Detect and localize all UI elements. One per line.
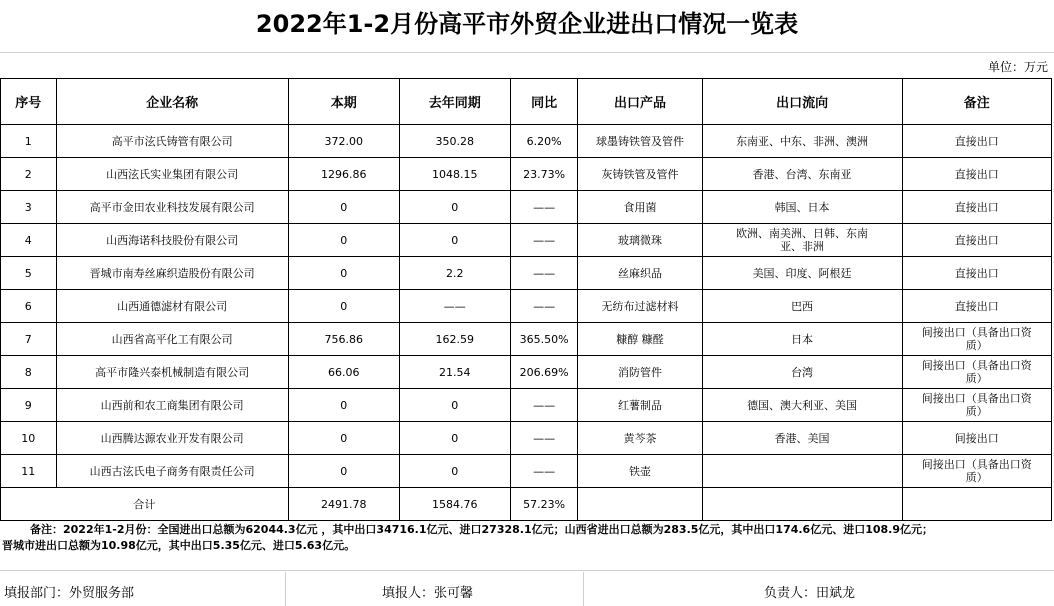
total-label: 合计: [1, 488, 289, 521]
cell-seq: 4: [1, 224, 57, 257]
cell-destination: 巴西: [702, 290, 902, 323]
cell-company: 高平市泫氏铸管有限公司: [56, 125, 288, 158]
cell-last-year: 0: [399, 191, 510, 224]
table-row: [1, 422, 1052, 455]
cell-seq: 10: [1, 422, 57, 455]
cell-last-year: ——: [399, 290, 510, 323]
cell-company: 山西古泫氏电子商务有限责任公司: [56, 455, 288, 488]
cell-current: 0: [288, 455, 399, 488]
cell-destination: 日本: [702, 323, 902, 356]
cell-company: 山西通德滤材有限公司: [56, 290, 288, 323]
page-title: 2022年1-2月份高平市外贸企业进出口情况一览表: [255, 10, 799, 38]
cell-destination: 香港、台湾、东南亚: [702, 158, 902, 191]
cell-remarks: 直接出口: [902, 290, 1051, 323]
cell-yoy: ——: [510, 224, 578, 257]
cell-remarks: 直接出口: [902, 191, 1051, 224]
total-current: 2491.78: [288, 488, 399, 521]
total-last-year: 1584.76: [399, 488, 510, 521]
table-row: [1, 389, 1052, 422]
cell-remarks: 直接出口: [902, 224, 1051, 257]
table-row: [1, 356, 1052, 389]
cell-products: 丝麻织品: [578, 257, 702, 290]
footer-leader: 负责人：田斌龙: [764, 586, 856, 601]
cell-destination: 德国、澳大利亚、美国: [702, 389, 902, 422]
cell-remarks: 间接出口（具备出口资质）: [902, 455, 1051, 488]
cell-current: 66.06: [288, 356, 399, 389]
cell-current: 756.86: [288, 323, 399, 356]
cell-products: 糠醇 糠醛: [578, 323, 702, 356]
header-last-year: 去年同期: [399, 79, 510, 125]
cell-current: 0: [288, 422, 399, 455]
cell-remarks: 间接出口（具备出口资质）: [902, 356, 1051, 389]
total-row: [1, 488, 1052, 521]
table-row: [1, 290, 1052, 323]
trade-table: [0, 78, 1052, 521]
cell-seq: 1: [1, 125, 57, 158]
cell-products: 铁壶: [578, 455, 702, 488]
footer-dept: 填报部门：外贸服务部: [4, 586, 135, 601]
cell-current: 0: [288, 257, 399, 290]
cell-products: 灰铸铁管及管件: [578, 158, 702, 191]
cell-seq: 9: [1, 389, 57, 422]
cell-yoy: ——: [510, 455, 578, 488]
cell-yoy: ——: [510, 389, 578, 422]
header-remarks: 备注: [902, 79, 1051, 125]
footer-divider: [0, 570, 1054, 571]
cell-company: 山西海诺科技股份有限公司: [56, 224, 288, 257]
cell-destination: 东南亚、中东、非洲、澳洲: [702, 125, 902, 158]
cell-products: 黄芩茶: [578, 422, 702, 455]
cell-destination: 美国、印度、阿根廷: [702, 257, 902, 290]
cell-destination: 韩国、日本: [702, 191, 902, 224]
cell-company: 山西泫氏实业集团有限公司: [56, 158, 288, 191]
cell-company: 晋城市南寿丝麻织造股份有限公司: [56, 257, 288, 290]
cell-company: 高平市隆兴泰机械制造有限公司: [56, 356, 288, 389]
cell-yoy: 23.73%: [510, 158, 578, 191]
cell-products: 红薯制品: [578, 389, 702, 422]
header-company: 企业名称: [56, 79, 288, 125]
cell-current: 372.00: [288, 125, 399, 158]
cell-seq: 2: [1, 158, 57, 191]
divider: [0, 52, 1054, 53]
cell-yoy: 365.50%: [510, 323, 578, 356]
cell-yoy: ——: [510, 290, 578, 323]
cell-current: 0: [288, 290, 399, 323]
cell-yoy: ——: [510, 422, 578, 455]
cell-company: 山西前和农工商集团有限公司: [56, 389, 288, 422]
note: [2, 522, 1050, 554]
cell-destination: 香港、美国: [702, 422, 902, 455]
total-products: [578, 488, 702, 521]
cell-last-year: 162.59: [399, 323, 510, 356]
cell-last-year: 0: [399, 422, 510, 455]
cell-company: 高平市金田农业科技发展有限公司: [56, 191, 288, 224]
cell-destination: [702, 455, 902, 488]
header-products: 出口产品: [578, 79, 702, 125]
cell-last-year: 1048.15: [399, 158, 510, 191]
cell-products: 消防管件: [578, 356, 702, 389]
table-row: [1, 191, 1052, 224]
cell-remarks: 直接出口: [902, 158, 1051, 191]
cell-yoy: 6.20%: [510, 125, 578, 158]
cell-yoy: ——: [510, 191, 578, 224]
cell-current: 0: [288, 224, 399, 257]
cell-seq: 11: [1, 455, 57, 488]
cell-remarks: 直接出口: [902, 125, 1051, 158]
cell-seq: 3: [1, 191, 57, 224]
cell-yoy: 206.69%: [510, 356, 578, 389]
header-yoy: 同比: [510, 79, 578, 125]
cell-seq: 5: [1, 257, 57, 290]
total-yoy: 57.23%: [510, 488, 578, 521]
cell-current: 1296.86: [288, 158, 399, 191]
cell-seq: 7: [1, 323, 57, 356]
cell-products: 食用菌: [578, 191, 702, 224]
footer-filler: 填报人：张可馨: [382, 586, 474, 601]
table-row: [1, 224, 1052, 257]
cell-last-year: 0: [399, 389, 510, 422]
cell-products: 无纺布过滤材料: [578, 290, 702, 323]
cell-company: 山西省高平化工有限公司: [56, 323, 288, 356]
cell-seq: 8: [1, 356, 57, 389]
table-row: [1, 323, 1052, 356]
cell-last-year: 21.54: [399, 356, 510, 389]
cell-remarks: 间接出口（具备出口资质）: [902, 389, 1051, 422]
cell-company: 山西腾达源农业开发有限公司: [56, 422, 288, 455]
header-seq: 序号: [1, 79, 57, 125]
note-line-2: 晋城市进出口总额为10.98亿元，其中出口5.35亿元、进口5.63亿元。: [2, 539, 356, 552]
cell-last-year: 0: [399, 455, 510, 488]
cell-remarks: 间接出口（具备出口资质）: [902, 323, 1051, 356]
cell-destination: 台湾: [702, 356, 902, 389]
cell-remarks: 间接出口: [902, 422, 1051, 455]
note-line-1: 备注：2022年1-2月份：全国进出口总额为62044.3亿元 ，其中出口34716.1亿元、进口27328.1亿元；山西省进出口总额为283.5亿元，其中出口174.6亿元、进口108.9亿元；: [30, 523, 934, 536]
unit-label: 单位：万元: [987, 60, 1048, 74]
cell-current: 0: [288, 191, 399, 224]
cell-last-year: 2.2: [399, 257, 510, 290]
table-row: [1, 125, 1052, 158]
header-destination: 出口流向: [702, 79, 902, 125]
cell-last-year: 0: [399, 224, 510, 257]
table-row: [1, 257, 1052, 290]
cell-remarks: 直接出口: [902, 257, 1051, 290]
total-destination: [702, 488, 902, 521]
footer: [0, 572, 1054, 606]
cell-products: 玻璃微珠: [578, 224, 702, 257]
header-row: [1, 79, 1052, 125]
table-row: [1, 158, 1052, 191]
header-current: 本期: [288, 79, 399, 125]
cell-current: 0: [288, 389, 399, 422]
cell-last-year: 350.28: [399, 125, 510, 158]
cell-products: 球墨铸铁管及管件: [578, 125, 702, 158]
total-remarks: [902, 488, 1051, 521]
cell-yoy: ——: [510, 257, 578, 290]
cell-seq: 6: [1, 290, 57, 323]
table-row: [1, 455, 1052, 488]
cell-destination: 欧洲、南美洲、日韩、东南亚、非洲: [702, 224, 902, 257]
